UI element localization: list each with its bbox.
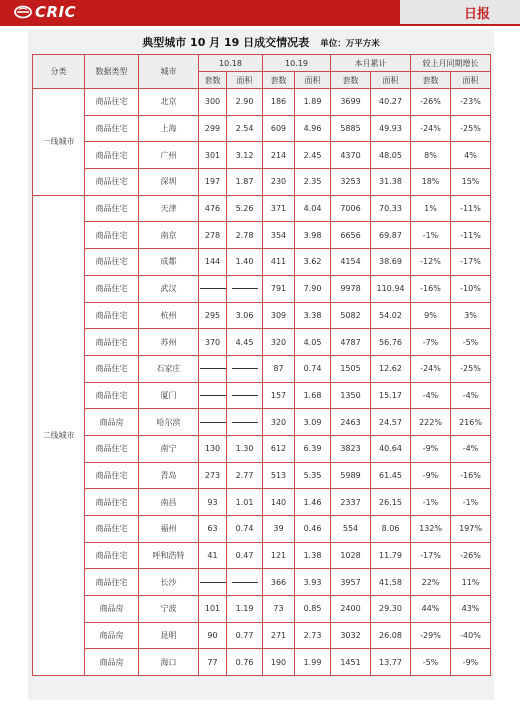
area-1019-cell: 2.45 [295, 142, 331, 169]
subheader-area: 面积 [451, 72, 491, 89]
count-1018-cell: 101 [199, 596, 227, 623]
table-row [33, 489, 491, 516]
no-data-dash [232, 582, 258, 583]
count-1019-cell: 612 [263, 435, 295, 462]
no-data-dash [200, 582, 226, 583]
count-1018-cell: 299 [199, 115, 227, 142]
growth-count-cell: 8% [411, 142, 451, 169]
header-group-month: 本月累计 [331, 55, 411, 72]
growth-count-cell: -9% [411, 435, 451, 462]
count-1019-cell: 230 [263, 169, 295, 196]
data-type-cell: 商品住宅 [85, 516, 139, 543]
area-1018-cell [227, 409, 263, 436]
month-area-cell: 38.69 [371, 249, 411, 276]
table-row [33, 622, 491, 649]
month-area-cell: 69.87 [371, 222, 411, 249]
data-type-cell: 商品住宅 [85, 142, 139, 169]
table-row [33, 542, 491, 569]
logo-text: CRIC [35, 3, 77, 21]
banner-red-strip [0, 24, 520, 26]
city-cell: 石家庄 [139, 355, 199, 382]
table-row [33, 569, 491, 596]
table-row [33, 596, 491, 623]
area-1019-cell: 4.05 [295, 329, 331, 356]
city-cell: 上海 [139, 115, 199, 142]
no-data-dash [232, 422, 258, 423]
data-type-cell: 商品住宅 [85, 355, 139, 382]
data-type-cell: 商品住宅 [85, 382, 139, 409]
data-type-cell: 商品住宅 [85, 489, 139, 516]
month-area-cell: 49.93 [371, 115, 411, 142]
count-1018-cell [199, 382, 227, 409]
month-area-cell: 15.17 [371, 382, 411, 409]
table-row [33, 382, 491, 409]
table-row [33, 409, 491, 436]
area-1018-cell: 4.45 [227, 329, 263, 356]
city-cell: 天津 [139, 195, 199, 222]
count-1019-cell: 366 [263, 569, 295, 596]
month-area-cell: 11.79 [371, 542, 411, 569]
city-cell: 宁波 [139, 596, 199, 623]
subheader-count: 套数 [411, 72, 451, 89]
growth-area-cell: -5% [451, 329, 491, 356]
count-1018-cell: 197 [199, 169, 227, 196]
table-row [33, 195, 491, 222]
data-type-cell: 商品住宅 [85, 302, 139, 329]
area-1019-cell: 4.96 [295, 115, 331, 142]
count-1018-cell: 144 [199, 249, 227, 276]
data-type-cell: 商品住宅 [85, 169, 139, 196]
category-cell: 二线城市 [33, 195, 85, 675]
no-data-dash [200, 368, 226, 369]
table-row [33, 249, 491, 276]
count-1019-cell: 371 [263, 195, 295, 222]
table-row [33, 142, 491, 169]
header-group-growth: 较上月同期增长 [411, 55, 491, 72]
report-title-row [28, 30, 494, 52]
area-1019-cell: 5.35 [295, 462, 331, 489]
no-data-dash [200, 422, 226, 423]
growth-count-cell: -24% [411, 355, 451, 382]
month-area-cell: 26.08 [371, 622, 411, 649]
count-1018-cell: 300 [199, 89, 227, 116]
count-1019-cell: 513 [263, 462, 295, 489]
growth-count-cell: -26% [411, 89, 451, 116]
area-1019-cell: 6.39 [295, 435, 331, 462]
month-count-cell: 4154 [331, 249, 371, 276]
count-1018-cell: 41 [199, 542, 227, 569]
area-1018-cell: 1.30 [227, 435, 263, 462]
count-1018-cell: 301 [199, 142, 227, 169]
growth-area-cell: -40% [451, 622, 491, 649]
count-1018-cell: 476 [199, 195, 227, 222]
area-1018-cell: 2.78 [227, 222, 263, 249]
month-area-cell: 13.77 [371, 649, 411, 676]
transaction-table [32, 54, 491, 676]
month-count-cell: 4370 [331, 142, 371, 169]
count-1018-cell: 63 [199, 516, 227, 543]
unit-label: 单位：万平方米 [320, 39, 380, 49]
area-1019-cell: 2.35 [295, 169, 331, 196]
month-area-cell: 31.38 [371, 169, 411, 196]
growth-area-cell: 3% [451, 302, 491, 329]
month-area-cell: 8.06 [371, 516, 411, 543]
area-1019-cell: 1.89 [295, 89, 331, 116]
data-type-cell: 商品房 [85, 649, 139, 676]
banner-gray-panel [400, 0, 520, 24]
area-1018-cell: 2.77 [227, 462, 263, 489]
growth-area-cell: 4% [451, 142, 491, 169]
month-count-cell: 3253 [331, 169, 371, 196]
month-area-cell: 48.05 [371, 142, 411, 169]
area-1018-cell [227, 382, 263, 409]
count-1018-cell [199, 355, 227, 382]
growth-area-cell: -17% [451, 249, 491, 276]
no-data-dash [232, 395, 258, 396]
month-count-cell: 554 [331, 516, 371, 543]
table-header [33, 55, 491, 89]
area-1018-cell [227, 569, 263, 596]
header-banner [0, 0, 520, 26]
month-area-cell: 56.76 [371, 329, 411, 356]
subheader-count: 套数 [331, 72, 371, 89]
area-1019-cell: 1.68 [295, 382, 331, 409]
month-area-cell: 70.33 [371, 195, 411, 222]
subheader-area: 面积 [227, 72, 263, 89]
growth-count-cell: -1% [411, 489, 451, 516]
growth-count-cell: -16% [411, 275, 451, 302]
count-1018-cell: 93 [199, 489, 227, 516]
area-1019-cell: 1.46 [295, 489, 331, 516]
city-cell: 广州 [139, 142, 199, 169]
cric-logo [14, 3, 76, 21]
area-1018-cell: 1.19 [227, 596, 263, 623]
count-1018-cell: 273 [199, 462, 227, 489]
area-1018-cell: 0.74 [227, 516, 263, 543]
table-row [33, 462, 491, 489]
subheader-area: 面积 [295, 72, 331, 89]
growth-area-cell: -4% [451, 435, 491, 462]
month-count-cell: 6656 [331, 222, 371, 249]
count-1019-cell: 140 [263, 489, 295, 516]
growth-area-cell: -10% [451, 275, 491, 302]
count-1019-cell: 121 [263, 542, 295, 569]
area-1018-cell: 1.87 [227, 169, 263, 196]
eye-logo-icon [14, 5, 32, 19]
area-1019-cell: 3.62 [295, 249, 331, 276]
count-1019-cell: 73 [263, 596, 295, 623]
no-data-dash [232, 368, 258, 369]
table-row [33, 649, 491, 676]
count-1018-cell: 130 [199, 435, 227, 462]
month-area-cell: 29.30 [371, 596, 411, 623]
city-cell: 成都 [139, 249, 199, 276]
month-count-cell: 4787 [331, 329, 371, 356]
header-data-type: 数据类型 [85, 55, 139, 89]
count-1018-cell: 295 [199, 302, 227, 329]
count-1019-cell: 271 [263, 622, 295, 649]
growth-area-cell: -11% [451, 222, 491, 249]
data-type-cell: 商品房 [85, 622, 139, 649]
city-cell: 北京 [139, 89, 199, 116]
city-cell: 长沙 [139, 569, 199, 596]
month-area-cell: 54.02 [371, 302, 411, 329]
area-1019-cell: 1.38 [295, 542, 331, 569]
growth-area-cell: 197% [451, 516, 491, 543]
report-frame [28, 30, 494, 700]
month-count-cell: 1028 [331, 542, 371, 569]
month-count-cell: 3823 [331, 435, 371, 462]
table-row [33, 169, 491, 196]
month-count-cell: 2463 [331, 409, 371, 436]
table-body [33, 89, 491, 676]
data-type-cell: 商品住宅 [85, 462, 139, 489]
count-1018-cell [199, 409, 227, 436]
data-type-cell: 商品住宅 [85, 249, 139, 276]
growth-area-cell: -26% [451, 542, 491, 569]
area-1018-cell: 3.12 [227, 142, 263, 169]
month-area-cell: 12.62 [371, 355, 411, 382]
growth-count-cell: -4% [411, 382, 451, 409]
month-count-cell: 9978 [331, 275, 371, 302]
month-count-cell: 1350 [331, 382, 371, 409]
growth-area-cell: -23% [451, 89, 491, 116]
area-1018-cell [227, 355, 263, 382]
growth-area-cell: -1% [451, 489, 491, 516]
area-1019-cell: 7.90 [295, 275, 331, 302]
table-row [33, 275, 491, 302]
report-type-label: 日报 [463, 7, 490, 22]
count-1019-cell: 411 [263, 249, 295, 276]
count-1019-cell: 157 [263, 382, 295, 409]
table-row [33, 89, 491, 116]
month-count-cell: 2337 [331, 489, 371, 516]
count-1019-cell: 354 [263, 222, 295, 249]
city-cell: 海口 [139, 649, 199, 676]
header-category: 分类 [33, 55, 85, 89]
area-1018-cell: 5.26 [227, 195, 263, 222]
city-cell: 苏州 [139, 329, 199, 356]
data-type-cell: 商品住宅 [85, 89, 139, 116]
growth-count-cell: -1% [411, 222, 451, 249]
count-1019-cell: 190 [263, 649, 295, 676]
area-1018-cell: 2.54 [227, 115, 263, 142]
area-1018-cell: 0.76 [227, 649, 263, 676]
growth-area-cell: -25% [451, 115, 491, 142]
growth-area-cell: -9% [451, 649, 491, 676]
city-cell: 武汉 [139, 275, 199, 302]
report-title: 典型城市 10 月 19 日成交情况表 [142, 36, 310, 49]
growth-count-cell: 22% [411, 569, 451, 596]
data-type-cell: 商品房 [85, 409, 139, 436]
growth-count-cell: 9% [411, 302, 451, 329]
growth-count-cell: 132% [411, 516, 451, 543]
month-count-cell: 1451 [331, 649, 371, 676]
growth-count-cell: -24% [411, 115, 451, 142]
data-type-cell: 商品住宅 [85, 569, 139, 596]
growth-count-cell: -17% [411, 542, 451, 569]
growth-area-cell: 43% [451, 596, 491, 623]
area-1019-cell: 3.98 [295, 222, 331, 249]
area-1019-cell: 3.93 [295, 569, 331, 596]
area-1019-cell: 3.09 [295, 409, 331, 436]
count-1019-cell: 87 [263, 355, 295, 382]
count-1019-cell: 186 [263, 89, 295, 116]
count-1019-cell: 39 [263, 516, 295, 543]
growth-area-cell: 216% [451, 409, 491, 436]
data-type-cell: 商品住宅 [85, 435, 139, 462]
data-type-cell: 商品住宅 [85, 115, 139, 142]
month-count-cell: 3699 [331, 89, 371, 116]
count-1018-cell: 77 [199, 649, 227, 676]
growth-count-cell: -29% [411, 622, 451, 649]
area-1018-cell: 1.40 [227, 249, 263, 276]
table-row [33, 329, 491, 356]
data-type-cell: 商品住宅 [85, 195, 139, 222]
area-1019-cell: 0.74 [295, 355, 331, 382]
month-count-cell: 1505 [331, 355, 371, 382]
count-1019-cell: 320 [263, 409, 295, 436]
no-data-dash [200, 395, 226, 396]
subheader-count: 套数 [263, 72, 295, 89]
growth-area-cell: 11% [451, 569, 491, 596]
count-1018-cell: 278 [199, 222, 227, 249]
growth-count-cell: 18% [411, 169, 451, 196]
table-row [33, 355, 491, 382]
city-cell: 南京 [139, 222, 199, 249]
no-data-dash [200, 288, 226, 289]
growth-count-cell: -12% [411, 249, 451, 276]
growth-count-cell: -7% [411, 329, 451, 356]
area-1018-cell: 2.90 [227, 89, 263, 116]
count-1019-cell: 791 [263, 275, 295, 302]
data-type-cell: 商品住宅 [85, 542, 139, 569]
count-1018-cell: 90 [199, 622, 227, 649]
month-count-cell: 7006 [331, 195, 371, 222]
count-1019-cell: 214 [263, 142, 295, 169]
growth-area-cell: -16% [451, 462, 491, 489]
month-area-cell: 24.57 [371, 409, 411, 436]
growth-count-cell: 1% [411, 195, 451, 222]
month-count-cell: 3032 [331, 622, 371, 649]
growth-area-cell: -11% [451, 195, 491, 222]
count-1018-cell [199, 569, 227, 596]
header-group-1019: 10.19 [263, 55, 331, 72]
area-1018-cell: 3.06 [227, 302, 263, 329]
month-count-cell: 3957 [331, 569, 371, 596]
city-cell: 厦门 [139, 382, 199, 409]
subheader-count: 套数 [199, 72, 227, 89]
city-cell: 昆明 [139, 622, 199, 649]
area-1019-cell: 1.99 [295, 649, 331, 676]
area-1018-cell: 1.01 [227, 489, 263, 516]
count-1018-cell [199, 275, 227, 302]
area-1018-cell: 0.47 [227, 542, 263, 569]
growth-area-cell: -4% [451, 382, 491, 409]
data-type-cell: 商品住宅 [85, 329, 139, 356]
month-count-cell: 5082 [331, 302, 371, 329]
header-city: 城市 [139, 55, 199, 89]
city-cell: 南昌 [139, 489, 199, 516]
area-1019-cell: 4.04 [295, 195, 331, 222]
area-1019-cell: 2.73 [295, 622, 331, 649]
area-1019-cell: 3.38 [295, 302, 331, 329]
data-type-cell: 商品住宅 [85, 275, 139, 302]
table-row [33, 115, 491, 142]
city-cell: 深圳 [139, 169, 199, 196]
city-cell: 杭州 [139, 302, 199, 329]
growth-count-cell: 44% [411, 596, 451, 623]
table-row [33, 516, 491, 543]
count-1018-cell: 370 [199, 329, 227, 356]
growth-count-cell: -9% [411, 462, 451, 489]
growth-count-cell: 222% [411, 409, 451, 436]
table-row [33, 222, 491, 249]
area-1018-cell [227, 275, 263, 302]
data-type-cell: 商品房 [85, 596, 139, 623]
city-cell: 福州 [139, 516, 199, 543]
growth-count-cell: -5% [411, 649, 451, 676]
city-cell: 南宁 [139, 435, 199, 462]
month-area-cell: 110.94 [371, 275, 411, 302]
count-1019-cell: 309 [263, 302, 295, 329]
month-area-cell: 40.27 [371, 89, 411, 116]
table-row [33, 435, 491, 462]
subheader-area: 面积 [371, 72, 411, 89]
month-area-cell: 40.64 [371, 435, 411, 462]
header-group-1018: 10.18 [199, 55, 263, 72]
growth-area-cell: 15% [451, 169, 491, 196]
month-area-cell: 61.45 [371, 462, 411, 489]
data-type-cell: 商品住宅 [85, 222, 139, 249]
month-count-cell: 5989 [331, 462, 371, 489]
month-count-cell: 5885 [331, 115, 371, 142]
count-1019-cell: 609 [263, 115, 295, 142]
no-data-dash [232, 288, 258, 289]
city-cell: 哈尔滨 [139, 409, 199, 436]
month-area-cell: 41.58 [371, 569, 411, 596]
city-cell: 呼和浩特 [139, 542, 199, 569]
month-count-cell: 2400 [331, 596, 371, 623]
area-1019-cell: 0.46 [295, 516, 331, 543]
city-cell: 青岛 [139, 462, 199, 489]
month-area-cell: 26.15 [371, 489, 411, 516]
growth-area-cell: -25% [451, 355, 491, 382]
area-1019-cell: 0.85 [295, 596, 331, 623]
area-1018-cell: 0.77 [227, 622, 263, 649]
count-1019-cell: 320 [263, 329, 295, 356]
table-row [33, 302, 491, 329]
category-cell: 一线城市 [33, 89, 85, 196]
